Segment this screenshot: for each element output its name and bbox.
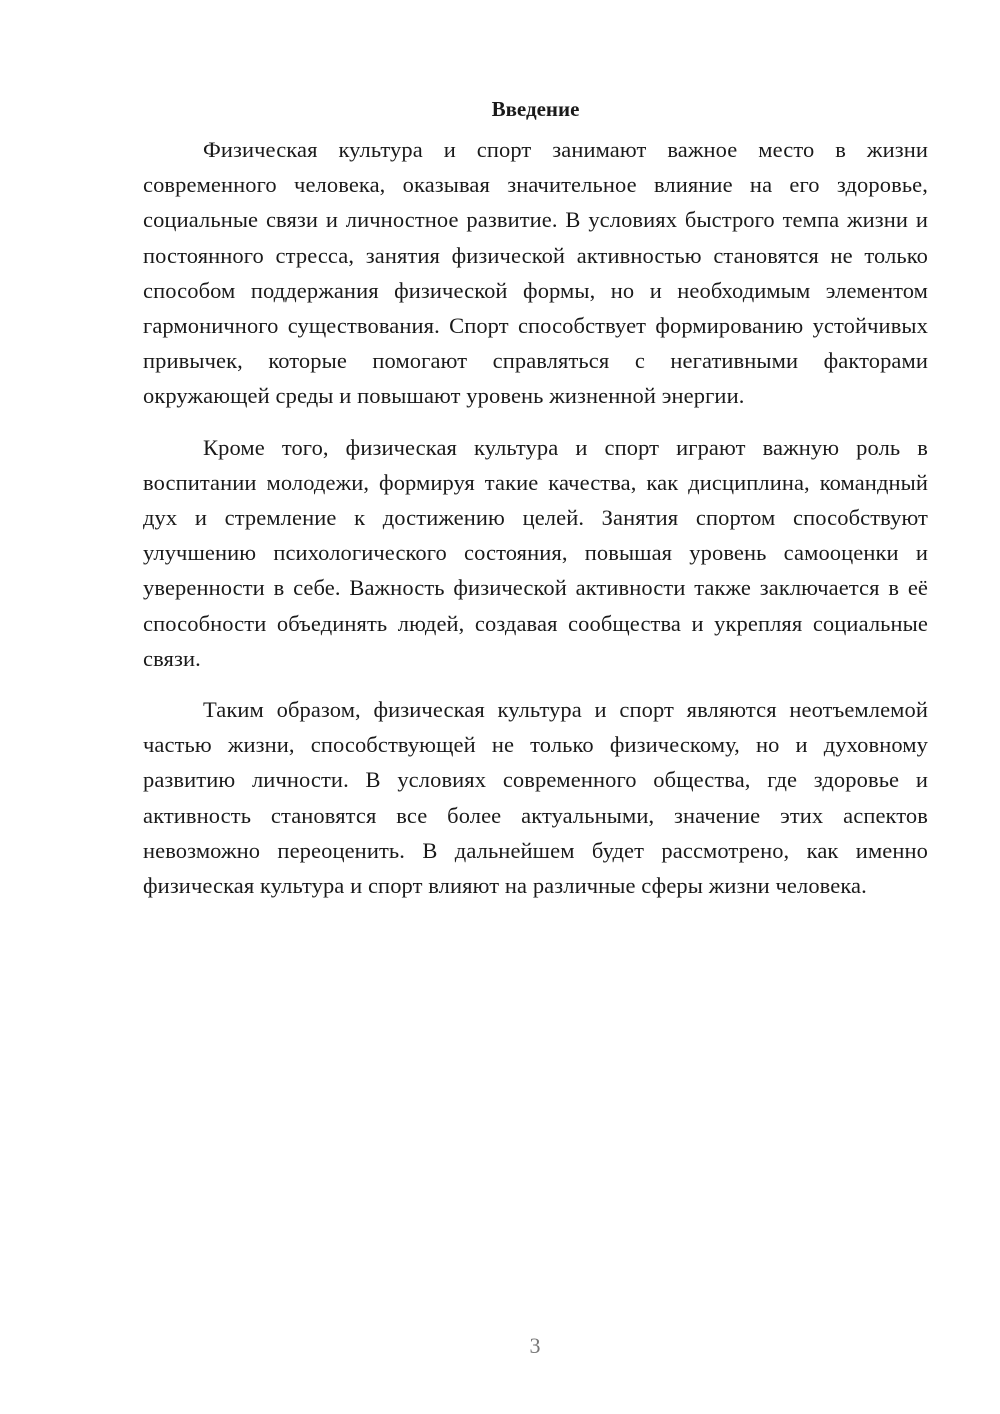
document-body bbox=[143, 92, 928, 919]
paragraph-1: Физическая культура и спорт занимают важное место в жизни современного человека, оказывая значительное влияние на его здоровье, социальные связи и личностное развитие. В условиях быстрого темпа жизни и постоянного стресса, занятия физической активностью становятся не только способом поддержания физической формы, но и необходимым элементом гармоничного существования. Спорт способствует формированию устойчивых привычек, которые помогают справляться с негативными факторами окружающей среды и повышают уровень жизненной энергии. bbox=[143, 137, 928, 409]
paragraph-3: Таким образом, физическая культура и спорт являются неотъемлемой частью жизни, способствующей не только физическому, но и духовному развитию личности. В условиях современного общества, где здоровье и активность становятся все более актуальными, значение этих аспектов невозможно переоценить. В дальнейшем будет рассмотрено, как именно физическая культура и спорт влияют на различные сферы жизни человека. bbox=[143, 697, 928, 899]
section-title: Введение bbox=[491, 97, 580, 121]
page-number: 3 bbox=[529, 1333, 541, 1358]
paragraph-2: Кроме того, физическая культура и спорт играют важную роль в воспитании молодежи, формируя такие качества, как дисциплина, командный дух и стремление к достижению целей. Занятия спортом способствуют улучшению психологического состояния, повышая уровень самооценки и уверенности в себе. Важность физической активности также заключается в её способности объединять людей, создавая сообщества и укрепляя социальные связи. bbox=[143, 434, 928, 671]
